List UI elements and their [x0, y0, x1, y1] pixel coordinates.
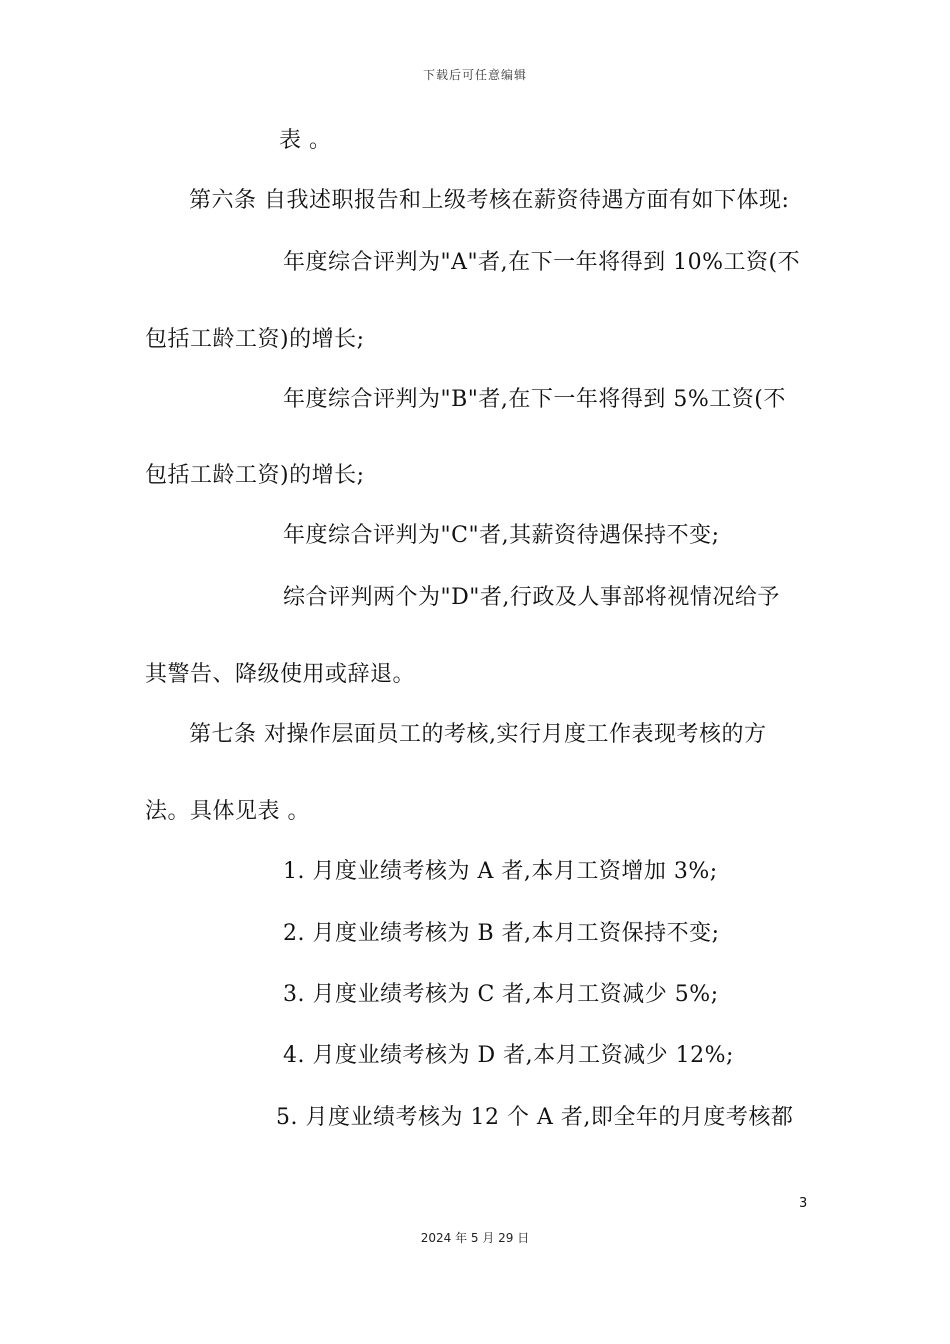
body-line: 年度综合评判为"A"者,在下一年将得到 10%工资(不: [283, 250, 801, 275]
page-header: 下载后可任意编辑: [422, 68, 527, 82]
body-line: 包括工龄工资)的增长;: [145, 327, 365, 352]
footer-date: 2024 年 5 月 29 日: [420, 1231, 530, 1245]
list-item: 2. 月度业绩考核为 B 者,本月工资保持不变;: [283, 921, 720, 946]
body-line: 综合评判两个为"D"者,行政及人事部将视情况给予: [283, 585, 780, 610]
page-number: 3: [799, 1196, 808, 1211]
list-item: 1. 月度业绩考核为 A 者,本月工资增加 3%;: [283, 859, 718, 884]
body-line: 其警告、降级使用或辞退。: [145, 662, 416, 687]
list-item: 3. 月度业绩考核为 C 者,本月工资减少 5%;: [283, 982, 719, 1007]
article-six-heading: 第六条 自我述职报告和上级考核在薪资待遇方面有如下体现:: [189, 188, 790, 213]
list-item: 4. 月度业绩考核为 D 者,本月工资减少 12%;: [283, 1043, 734, 1068]
list-item: 5. 月度业绩考核为 12 个 A 者,即全年的月度考核都: [276, 1105, 794, 1130]
body-line: 表 。: [279, 128, 332, 153]
body-line: 包括工龄工资)的增长;: [145, 463, 365, 488]
body-line: 年度综合评判为"C"者,其薪资待遇保持不变;: [283, 523, 720, 548]
article-seven-heading: 第七条 对操作层面员工的考核,实行月度工作表现考核的方: [189, 722, 767, 747]
body-line: 年度综合评判为"B"者,在下一年将得到 5%工资(不: [283, 387, 786, 412]
body-line: 法。具体见表 。: [145, 799, 310, 824]
